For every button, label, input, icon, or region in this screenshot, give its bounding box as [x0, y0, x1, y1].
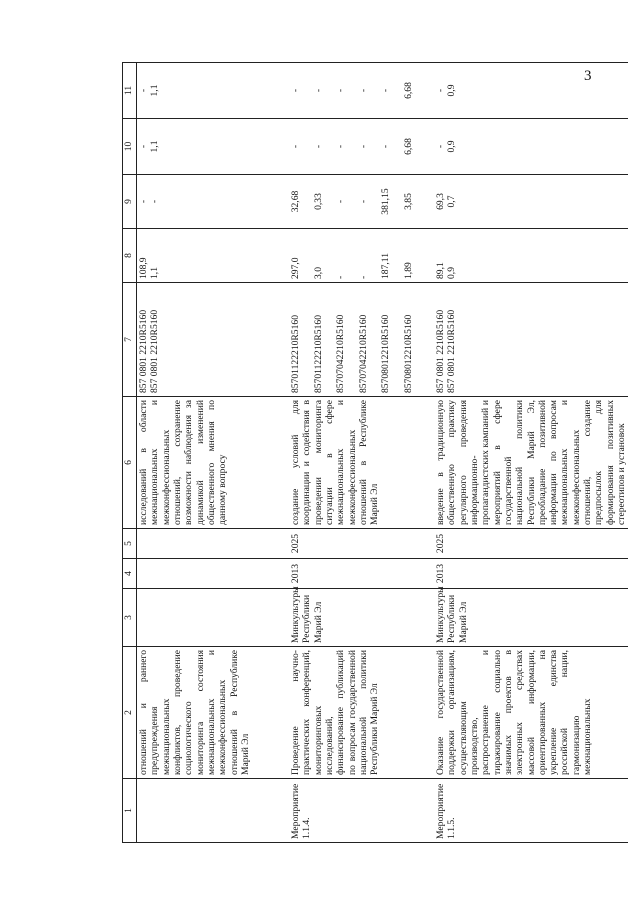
col-header: 11: [123, 63, 137, 119]
value-col10: - 1,1: [137, 119, 290, 175]
start-year: [137, 559, 290, 589]
rotated-table-area: [122, 63, 627, 843]
col-header: 2: [123, 647, 137, 779]
value-col9: 32,68 0,33 - - 381,15 3,85: [289, 175, 434, 229]
budget-code: 857 0801 2210R5160 857 0801 2210R5160: [137, 283, 290, 397]
value-col11: - - - - - 6,68: [289, 63, 434, 119]
end-year: [137, 529, 290, 559]
measure-name: Оказание государственной поддержки организациям, осуществляющим производство, распространение и тиражирование социально значимых проектов в электронных средствах массовой информации, ориентированных на укрепление единства российской нации, гармонизацию межнациональных: [434, 647, 628, 779]
end-year: 2025: [289, 529, 434, 559]
col-header: 5: [123, 529, 137, 559]
col-header: 3: [123, 589, 137, 647]
col-header: 6: [123, 397, 137, 529]
start-year: 2013: [434, 559, 628, 589]
value-col9: - -: [137, 175, 290, 229]
col-header: 7: [123, 283, 137, 397]
row-label: Мероприятие 1.1.5.: [434, 779, 628, 843]
value-col10: - 0,9: [434, 119, 628, 175]
value-col8: 108,9 1,1: [137, 229, 290, 283]
measure-name: Проведение научно-практических конференций, мониторинговых исследований, финансирование публикаций по вопросам государственной национальной политики Республики Марий Эл: [289, 647, 434, 779]
expected-result: введение в традиционную общественную практику регулярного проведения информационно-пропагандистских кампаний и мероприятий в сфере государственной национальной политики Республики Марий Эл, преобладание позитивной информации по вопросам межнациональных и межконфессиональных отношений, создание предпосылок для формирования позитивных стереотипов и установок: [434, 397, 628, 529]
table-row: [434, 63, 628, 843]
page-number: 3: [584, 68, 592, 84]
value-col11: - 0,9: [434, 63, 628, 119]
value-col10: - - - - - 6,68: [289, 119, 434, 175]
col-header: 8: [123, 229, 137, 283]
col-header: 9: [123, 175, 137, 229]
executor: Минкультуры Республики Марий Эл: [289, 589, 434, 647]
expected-result: создание условий для координации и содействия в проведении мониторинга ситуации в сфере межнациональных и межконфессиональных отношений в Республике Марий Эл: [289, 397, 434, 529]
table-row: [289, 63, 434, 843]
table-row: [137, 63, 290, 843]
budget-code: 85701122210R5160 85701122210R5160 85707042210R5160 85707042210R5160 85708012210R5160 85708012210R5160: [289, 283, 434, 397]
expected-result: исследований в области межнациональных и межконфессиональных отношений, сохранение возможности наблюдения за динамикой изменений общественного мнения по данному вопросу: [137, 397, 290, 529]
program-table: [122, 62, 628, 843]
budget-code: 857 0801 2210R5160 857 0801 2210R5160: [434, 283, 628, 397]
col-header: 10: [123, 119, 137, 175]
col-header: 4: [123, 559, 137, 589]
value-col8: 297,0 3,0 - - 187,11 1,89: [289, 229, 434, 283]
start-year: 2013: [289, 559, 434, 589]
value-col11: - 1,1: [137, 63, 290, 119]
col-header: 1: [123, 779, 137, 843]
row-label: Мероприятие 1.1.4.: [289, 779, 434, 843]
end-year: 2025: [434, 529, 628, 559]
value-col9: 69,3 0,7: [434, 175, 628, 229]
row-label: [137, 779, 290, 843]
value-col8: 89,1 0,9: [434, 229, 628, 283]
executor: [137, 589, 290, 647]
header-row: [123, 63, 137, 843]
measure-name: отношений и раннего предупреждения межнациональных конфликтов, проведение социологического мониторинга состояния межнациональных и межконфессиональных отношений в Республике Марий Эл: [137, 647, 290, 779]
executor: Минкультуры Республики Марий Эл: [434, 589, 628, 647]
